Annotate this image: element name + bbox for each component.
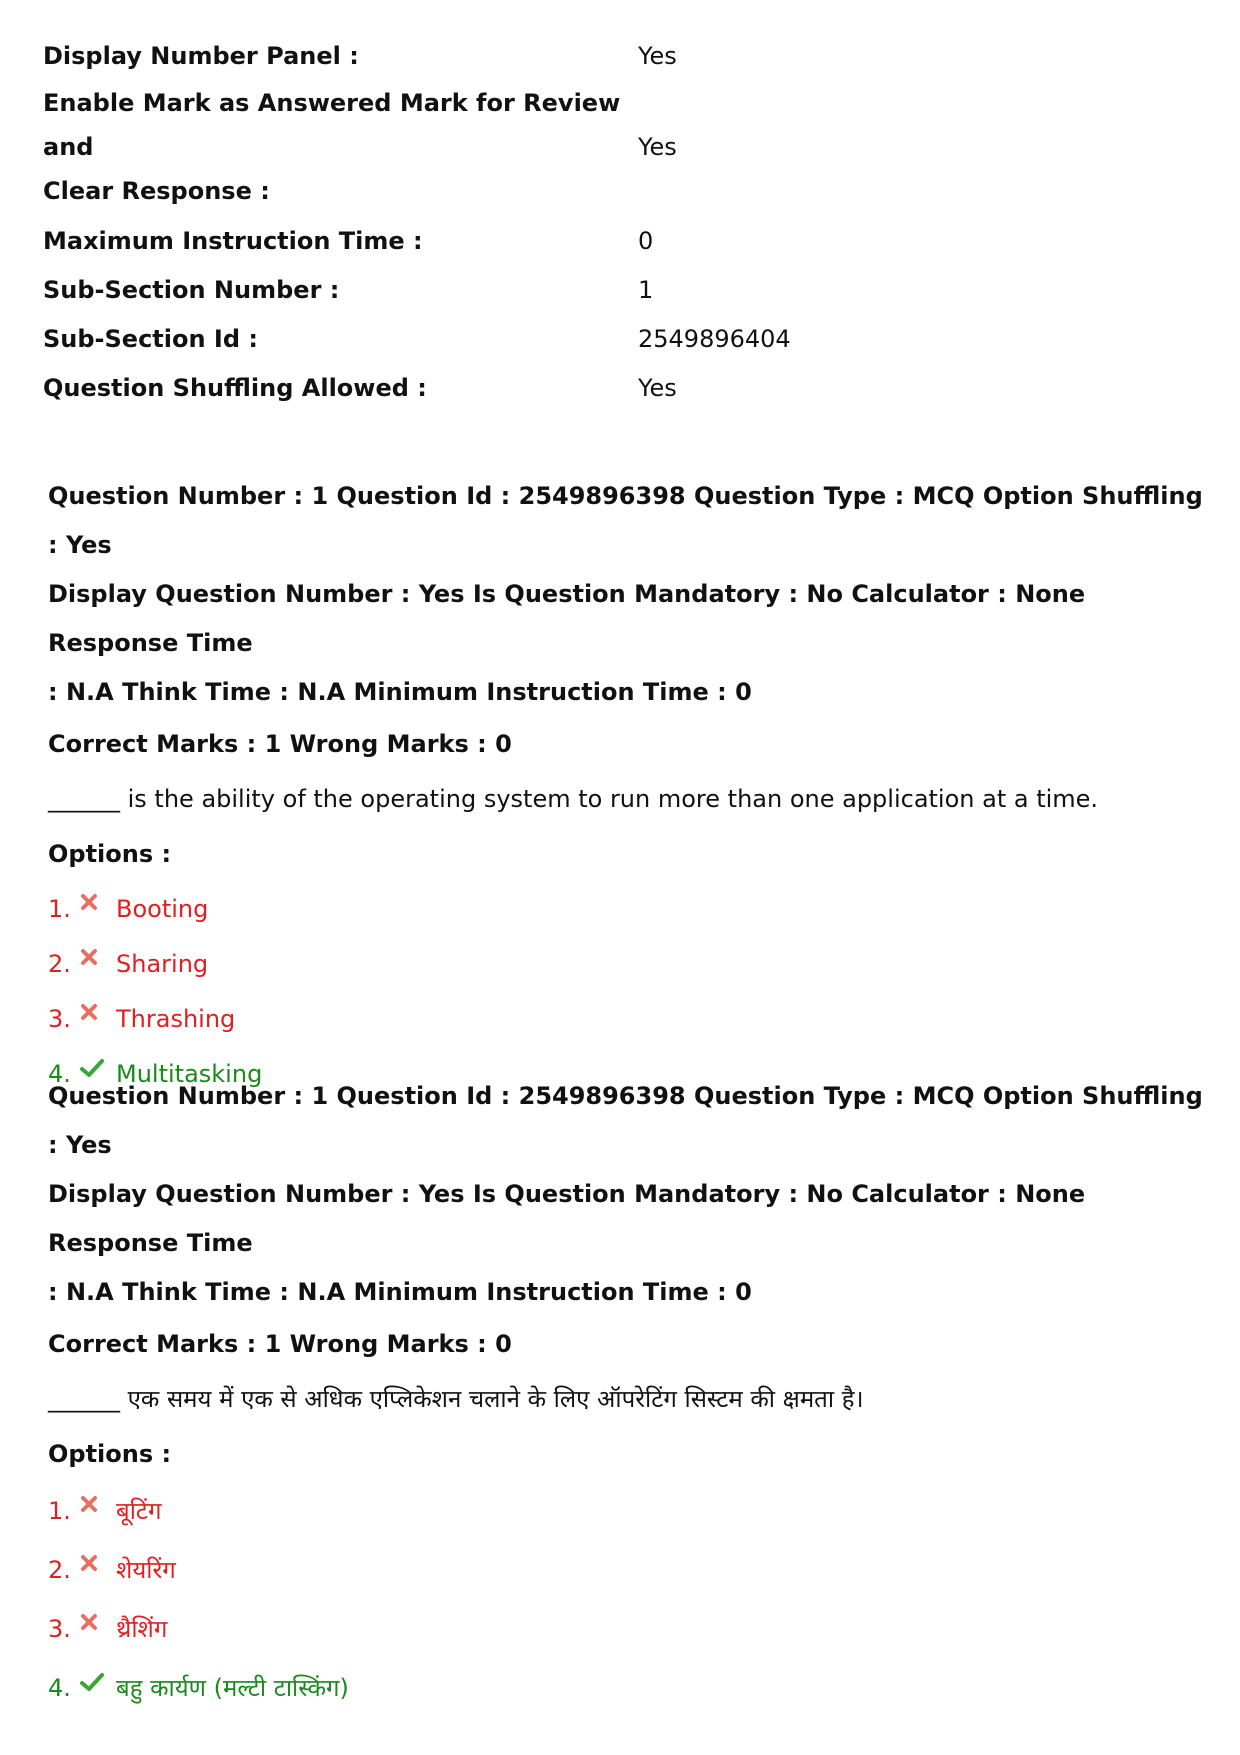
question-header-line: : N.A Think Time : N.A Minimum Instruction Time : 0 xyxy=(48,678,752,706)
option-item xyxy=(48,1600,1208,1659)
meta-label: Sub-Section Id : xyxy=(43,325,258,353)
options-list xyxy=(48,882,1208,1102)
meta-row xyxy=(43,32,1143,81)
meta-value: Yes xyxy=(638,42,677,70)
options-label: Options : xyxy=(48,1440,172,1468)
question-header xyxy=(48,1072,1208,1317)
option-item xyxy=(48,992,1208,1047)
cross-icon xyxy=(80,1554,102,1576)
cross-icon xyxy=(80,893,102,915)
question-block-english xyxy=(48,472,1208,1102)
meta-value: 0 xyxy=(638,227,654,255)
option-item xyxy=(48,882,1208,937)
cross-icon xyxy=(80,1613,102,1635)
question-header xyxy=(48,472,1208,717)
question-marks: Correct Marks : 1 Wrong Marks : 0 xyxy=(48,730,512,758)
cross-icon xyxy=(80,1495,102,1517)
cross-icon xyxy=(80,948,102,970)
option-item-correct xyxy=(48,1659,1208,1718)
section-meta-table xyxy=(43,32,1143,413)
meta-label xyxy=(43,81,638,213)
meta-value: Yes xyxy=(638,132,677,161)
option-text: Multitasking xyxy=(116,1060,263,1088)
option-text: Booting xyxy=(116,895,209,923)
option-text: बूटिंग xyxy=(116,1497,162,1525)
question-header-line: Question Number : 1 Question Id : 2549896398 Question Type : MCQ Option Shuffling : Yes xyxy=(48,1082,1203,1159)
option-item xyxy=(48,1541,1208,1600)
meta-label: Display Number Panel : xyxy=(43,42,359,70)
option-text: थ्रैशिंग xyxy=(116,1615,168,1643)
option-number: 1. xyxy=(48,1497,71,1525)
meta-row xyxy=(43,315,1143,364)
meta-label-line: Clear Response : xyxy=(43,177,270,205)
question-text: ______ is the ability of the operating system to run more than one application at a time. xyxy=(48,785,1099,813)
option-text: बहु कार्यण (मल्टी टास्किंग) xyxy=(116,1674,349,1702)
option-text: Thrashing xyxy=(116,1005,236,1033)
option-number: 1. xyxy=(48,895,71,923)
option-text: Sharing xyxy=(116,950,209,978)
meta-value: 2549896404 xyxy=(638,325,791,353)
option-item xyxy=(48,1482,1208,1541)
options-list xyxy=(48,1482,1208,1718)
question-header-line: : N.A Think Time : N.A Minimum Instruction Time : 0 xyxy=(48,1278,752,1306)
option-number: 3. xyxy=(48,1615,71,1643)
option-number: 4. xyxy=(48,1674,71,1702)
cross-icon xyxy=(80,1003,102,1025)
option-number: 3. xyxy=(48,1005,71,1033)
meta-label: Sub-Section Number : xyxy=(43,276,340,304)
meta-label-line: Enable Mark as Answered Mark for Review and xyxy=(43,89,621,161)
meta-row xyxy=(43,364,1143,413)
meta-value: Yes xyxy=(638,374,677,402)
meta-label: Maximum Instruction Time : xyxy=(43,227,423,255)
question-marks: Correct Marks : 1 Wrong Marks : 0 xyxy=(48,1330,512,1358)
meta-value: 1 xyxy=(638,276,654,304)
option-text: शेयरिंग xyxy=(116,1556,176,1584)
option-number: 2. xyxy=(48,950,71,978)
meta-row xyxy=(43,217,1143,266)
question-block-hindi xyxy=(48,1072,1208,1718)
option-number: 4. xyxy=(48,1060,71,1088)
question-text: ______ एक समय में एक से अधिक एप्लिकेशन चलाने के लिए ऑपरेटिंग सिस्टम की क्षमता है। xyxy=(48,1385,864,1413)
question-header-line: Question Number : 1 Question Id : 2549896398 Question Type : MCQ Option Shuffling : Yes xyxy=(48,482,1203,559)
meta-row xyxy=(43,81,1143,213)
options-label: Options : xyxy=(48,840,172,868)
question-header-line: Display Question Number : Yes Is Question Mandatory : No Calculator : None Response Time xyxy=(48,1180,1086,1257)
check-icon xyxy=(80,1672,102,1694)
meta-label: Question Shuffling Allowed : xyxy=(43,374,427,402)
question-header-line: Display Question Number : Yes Is Question Mandatory : No Calculator : None Response Time xyxy=(48,580,1086,657)
option-item xyxy=(48,937,1208,992)
meta-row xyxy=(43,266,1143,315)
option-number: 2. xyxy=(48,1556,71,1584)
